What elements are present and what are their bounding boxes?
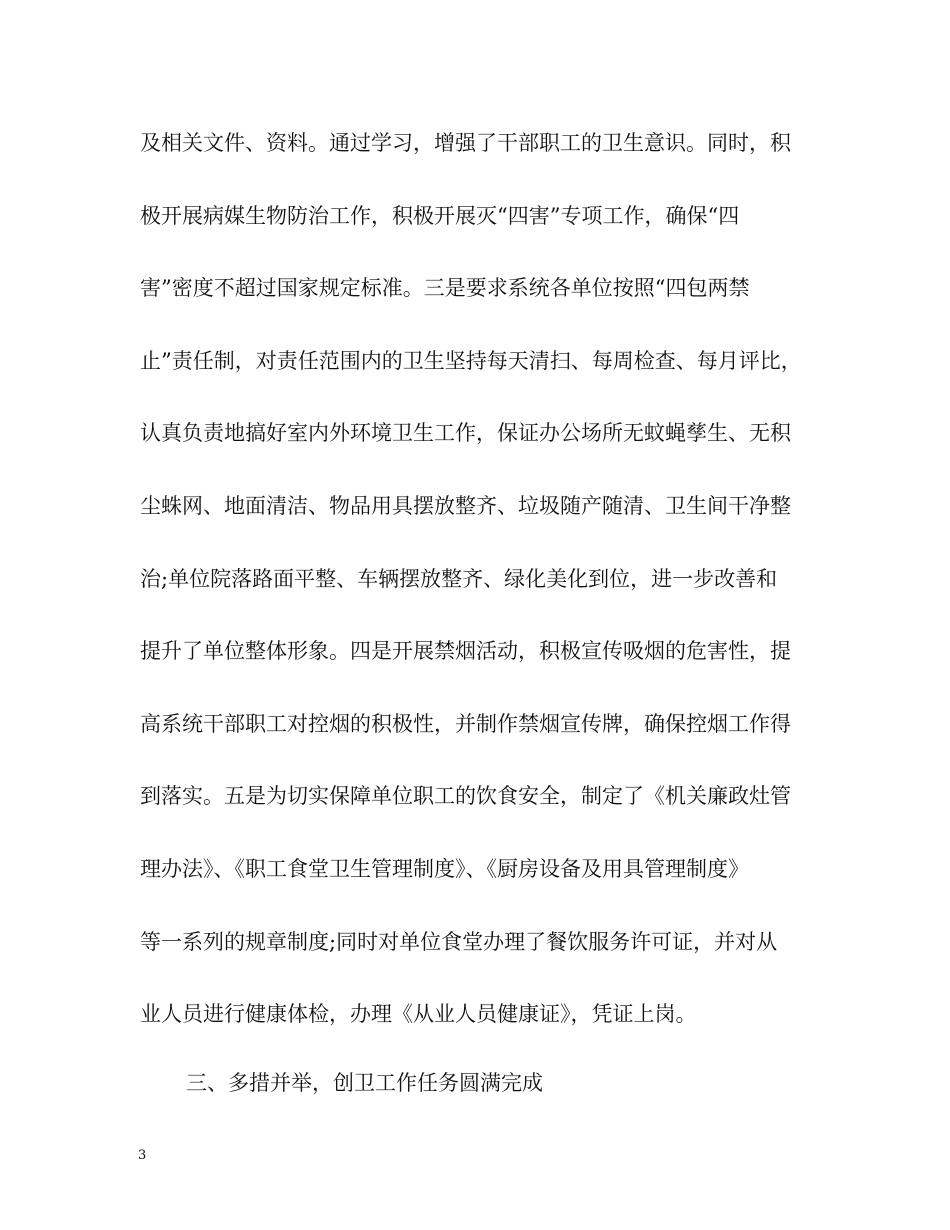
text-line: 尘蛛网、地面清洁、物品用具摆放整齐、垃圾随产随清、卫生间干净整 (140, 493, 791, 518)
text-line: 提升了单位整体形象。四是开展禁烟活动，积极宣传吸烟的危害性，提 (140, 639, 791, 664)
text-line: 害”密度不超过国家规定标准。三是要求系统各单位按照“四包两禁 (140, 276, 750, 301)
text-line: 高系统干部职工对控烟的积极性，并制作禁烟宣传牌，确保控烟工作得 (140, 711, 791, 736)
text-line: 及相关文件、资料。通过学习，增强了干部职工的卫生意识。同时，积 (140, 131, 791, 155)
text-line: 理办法》、《职工食堂卫生管理制度》、《厨房设备及用具管理制度》 (140, 856, 749, 881)
page-number: 3 (138, 1148, 147, 1163)
text-line: 业人员进行健康体检，办理《从业人员健康证》，凭证上岗。 (140, 1002, 697, 1027)
text-line: 止”责任制，对责任范围内的卫生坚持每天清扫、每周检查、每月评比， (140, 348, 802, 373)
text-line: 认真负责地搞好室内外环境卫生工作，保证办公场所无蚊蝇孳生、无积 (140, 421, 791, 446)
section-heading: 三、多措并举，创卫工作任务圆满完成 (186, 1071, 543, 1095)
text-line: 极开展病媒生物防治工作，积极开展灭“四害”专项工作，确保“四 (140, 203, 740, 228)
text-line: 到落实。五是为切实保障单位职工的饮食安全，制定了《机关廉政灶管 (140, 784, 791, 809)
text-line: 治;单位院落路面平整、车辆摆放整齐、绿化美化到位，进一步改善和 (140, 566, 778, 591)
body-paragraph (140, 121, 830, 1065)
text-line: 等一系列的规章制度;同时对单位食堂办理了餐饮服务许可证，并对从 (140, 929, 778, 954)
